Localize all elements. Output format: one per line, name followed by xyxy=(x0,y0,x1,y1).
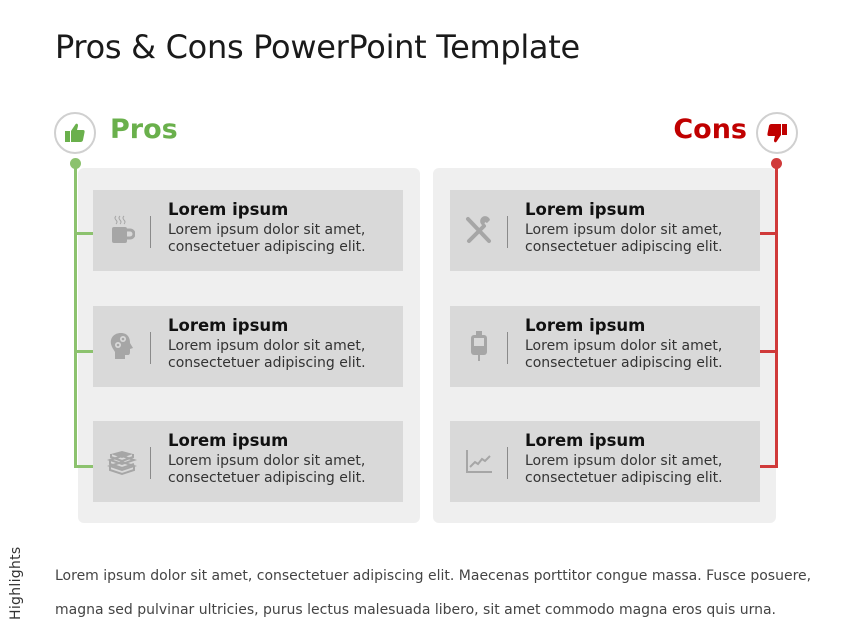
cons-icon-circle xyxy=(756,112,798,154)
card-separator xyxy=(150,216,151,248)
coffee-cup-icon xyxy=(107,212,137,248)
card-separator xyxy=(150,332,151,364)
card-title: Lorem ipsum xyxy=(525,431,646,450)
card-title: Lorem ipsum xyxy=(168,200,289,219)
card-title: Lorem ipsum xyxy=(525,316,646,335)
pros-card-1 xyxy=(93,190,403,271)
pros-vertical-line xyxy=(74,163,77,468)
line-chart-icon xyxy=(464,443,494,479)
pros-card-3 xyxy=(93,421,403,502)
card-separator xyxy=(507,332,508,364)
card-body: Lorem ipsum dolor sit amet, consectetuer adipiscing elit. xyxy=(168,338,366,371)
card-title: Lorem ipsum xyxy=(168,431,289,450)
pros-connector xyxy=(74,465,94,468)
card-body: Lorem ipsum dolor sit amet, consectetuer adipiscing elit. xyxy=(525,338,723,371)
pros-heading: Pros xyxy=(110,114,178,145)
highlights-text: Lorem ipsum dolor sit amet, consectetuer adipiscing elit. Maecenas porttitor congue massa. Fusce posuere, magna sed pulvinar ultricies, purus lectus malesuada libero, sit amet commodo magna eros quis urna. xyxy=(55,568,812,618)
pros-connector xyxy=(74,350,94,353)
slide-title: Pros & Cons PowerPoint Template xyxy=(55,28,580,66)
cons-connector xyxy=(758,350,778,353)
cons-card-1 xyxy=(450,190,760,271)
cons-heading: Cons xyxy=(673,114,747,145)
iv-bag-icon xyxy=(464,328,494,364)
card-title: Lorem ipsum xyxy=(525,200,646,219)
highlights-label: Highlights xyxy=(8,546,24,620)
cons-card-3 xyxy=(450,421,760,502)
card-title: Lorem ipsum xyxy=(168,316,289,335)
cons-vertical-line xyxy=(775,163,778,468)
head-gears-icon xyxy=(107,328,137,364)
card-separator xyxy=(507,447,508,479)
books-stack-icon xyxy=(107,443,137,479)
pros-icon-circle xyxy=(54,112,96,154)
card-body: Lorem ipsum dolor sit amet, consectetuer adipiscing elit. xyxy=(525,453,723,486)
cons-connector xyxy=(758,465,778,468)
card-body: Lorem ipsum dolor sit amet, consectetuer adipiscing elit. xyxy=(525,222,723,255)
thumbs-down-icon xyxy=(766,123,788,143)
card-separator xyxy=(507,216,508,248)
tools-icon xyxy=(464,212,494,248)
card-body: Lorem ipsum dolor sit amet, consectetuer adipiscing elit. xyxy=(168,222,366,255)
thumbs-up-icon xyxy=(64,123,86,143)
cons-card-2 xyxy=(450,306,760,387)
pros-card-2 xyxy=(93,306,403,387)
card-body: Lorem ipsum dolor sit amet, consectetuer adipiscing elit. xyxy=(168,453,366,486)
pros-connector xyxy=(74,232,94,235)
cons-connector xyxy=(758,232,778,235)
card-separator xyxy=(150,447,151,479)
